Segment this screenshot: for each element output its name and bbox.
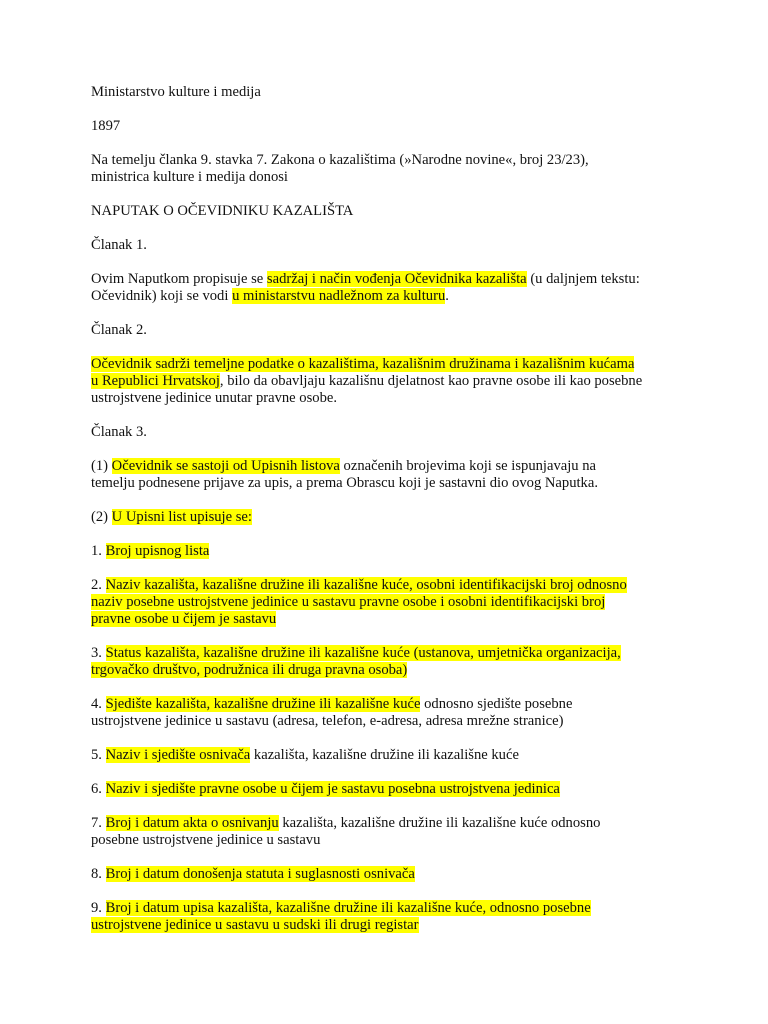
body-text: 7. (91, 815, 106, 831)
body-text: . (445, 288, 449, 304)
list-item (91, 645, 691, 679)
body-text: 1. (91, 543, 106, 559)
ministry-name (91, 84, 691, 101)
highlighted-text: Naziv i sjedište osnivača (105, 747, 251, 763)
body-text: 8. (91, 866, 106, 882)
highlighted-text: Broj i datum upisa kazališta, kazališne družine ili kazališne kuće, odnosno posebne (105, 900, 591, 916)
list-item (91, 747, 691, 764)
highlighted-text: sadržaj i način vođenja Očevidnika kazališta (266, 271, 527, 287)
body-text: 3. (91, 645, 106, 661)
highlighted-text: u ministarstvu nadležnom za kulturu (232, 288, 446, 304)
body-text: posebne ustrojstvene jedinice u sastavu (91, 832, 321, 848)
body-text: 6. (91, 781, 106, 797)
body-text: 5. (91, 747, 106, 763)
highlighted-text: Očevidnik sadrži temeljne podatke o kazalištima, kazališnim družinama i kazališnim kućama (91, 356, 635, 372)
document-title (91, 203, 691, 220)
body-text: 9. (91, 900, 106, 916)
body-text: temelju podnesene prijave za upis, a prema Obrascu koji je sastavni dio ovog Naputka. (91, 475, 598, 491)
highlighted-text: u Republici Hrvatskoj (91, 373, 220, 389)
highlighted-text: trgovačko društvo, podružnica ili druga pravna osoba) (91, 662, 408, 678)
body-text: kazališta, kazališne družine ili kazališne kuće odnosno (278, 815, 601, 831)
highlighted-text: Status kazališta, kazališne družine ili kazališne kuće (ustanova, umjetnička organizacija, (105, 645, 621, 661)
body-text: Ministarstvo kulture i medija (91, 84, 261, 100)
body-text: odnosno sjedište posebne (420, 696, 573, 712)
list-item (91, 577, 691, 628)
body-text: , bilo da obavljaju kazališnu djelatnost kao pravne osobe ili kao posebne (219, 373, 643, 389)
document-body (91, 84, 691, 951)
article-paragraph (91, 356, 691, 407)
body-text: (u daljnjem tekstu: (526, 271, 640, 287)
body-text: (1) (91, 458, 112, 474)
article-paragraph (91, 509, 691, 526)
body-text: 1897 (91, 118, 121, 134)
body-text: označenih brojevima koji se ispunjavaju na (339, 458, 597, 474)
highlighted-text: ustrojstvene jedinice u sastavu u sudski ili drugi registar (91, 917, 419, 933)
document-number (91, 118, 691, 135)
highlighted-text: naziv posebne ustrojstvene jedinice u sastavu pravne osobe i osobni identifikacijski broj (91, 594, 606, 610)
body-text: ministrica kulture i medija donosi (91, 169, 288, 185)
list-item (91, 866, 691, 883)
body-text: Očevidnik) koji se vodi (91, 288, 233, 304)
list-item (91, 781, 691, 798)
body-text: NAPUTAK O OČEVIDNIKU KAZALIŠTA (91, 203, 354, 219)
body-text: ustrojstvene jedinice unutar pravne osobe. (91, 390, 337, 406)
highlighted-text: Očevidnik se sastoji od Upisnih listova (111, 458, 340, 474)
body-text: Članak 2. (91, 322, 147, 338)
highlighted-text: U Upisni list upisuje se: (111, 509, 252, 525)
preamble (91, 152, 691, 186)
highlighted-text: Sjedište kazališta, kazališne družine ili kazališne kuće (105, 696, 421, 712)
body-text: 2. (91, 577, 106, 593)
highlighted-text: Broj i datum donošenja statuta i suglasnosti osnivača (105, 866, 415, 882)
article-heading (91, 322, 691, 339)
list-item (91, 696, 691, 730)
list-item (91, 815, 691, 849)
highlighted-text: Broj upisnog lista (105, 543, 210, 559)
body-text: Ovim Naputkom propisuje se (91, 271, 267, 287)
body-text: Članak 3. (91, 424, 147, 440)
highlighted-text: Broj i datum akta o osnivanju (105, 815, 279, 831)
body-text: Članak 1. (91, 237, 147, 253)
body-text: (2) (91, 509, 112, 525)
body-text: Na temelju članka 9. stavka 7. Zakona o kazalištima (»Narodne novine«, broj 23/23), (91, 152, 589, 168)
body-text: ustrojstvene jedinice u sastavu (adresa, telefon, e-adresa, adresa mrežne stranice) (91, 713, 564, 729)
highlighted-text: Naziv i sjedište pravne osobe u čijem je sastavu posebna ustrojstvena jedinica (105, 781, 560, 797)
article-heading (91, 424, 691, 441)
list-item (91, 900, 691, 934)
article-paragraph (91, 458, 691, 492)
list-item (91, 543, 691, 560)
body-text: kazališta, kazališne družine ili kazališne kuće (250, 747, 519, 763)
article-heading (91, 237, 691, 254)
highlighted-text: Naziv kazališta, kazališne družine ili kazališne kuće, osobni identifikacijski broj odnosno (105, 577, 627, 593)
highlighted-text: pravne osobe u čijem je sastavu (91, 611, 277, 627)
article-paragraph (91, 271, 691, 305)
body-text: 4. (91, 696, 106, 712)
